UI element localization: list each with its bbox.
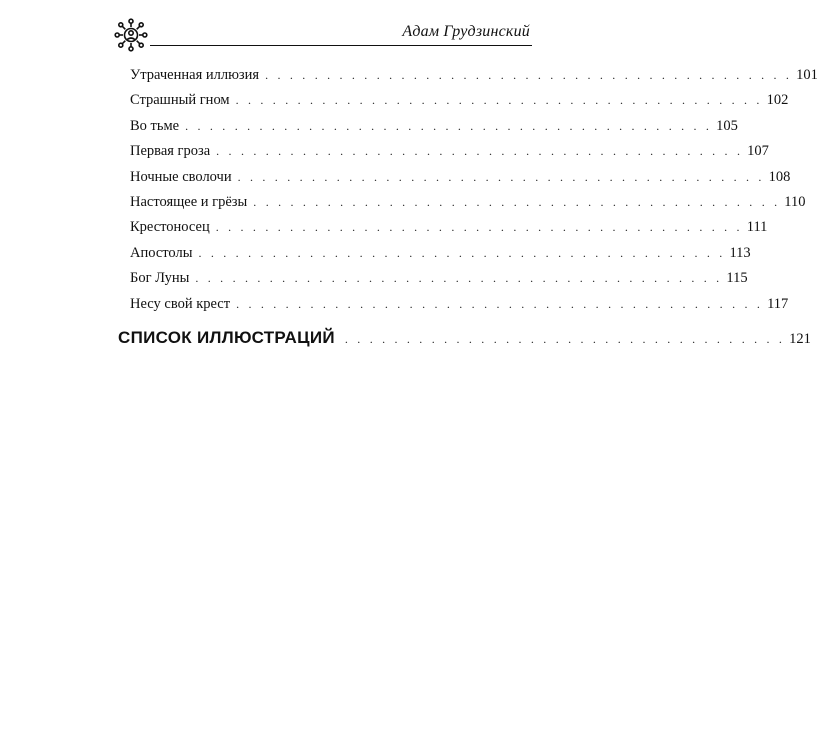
section-page: 121 bbox=[789, 331, 811, 347]
toc-entry-page: 105 bbox=[716, 117, 738, 134]
toc-leader-dots: . . . . . . . . . . . . . . . . . . . . . . . . . . . . . . . . . . . . . . . . . . . bbox=[198, 245, 726, 260]
toc-entry bbox=[130, 143, 769, 168]
toc-entry-page: 113 bbox=[729, 244, 751, 261]
toc-entry-page: 117 bbox=[767, 295, 789, 312]
running-header bbox=[114, 14, 532, 54]
toc-entry-title: Страшный гном bbox=[130, 92, 230, 109]
toc-entry-title: Утраченная иллюзия bbox=[130, 67, 260, 83]
toc-leader-dots: . . . . . . . . . . . . . . . . . . . . . . . . . . . . . . . . . . . . . . . . . . . bbox=[265, 68, 793, 82]
toc-leader-dots: . . . . . . . . . . . . . . . . . . . . . . . . . . . . . . . . . . . . . . . . . . . bbox=[216, 144, 744, 159]
toc-entry bbox=[130, 295, 789, 321]
header-author: Адам Грудзинский bbox=[402, 23, 530, 40]
toc-entry-page: 115 bbox=[726, 270, 748, 287]
toc-entry-title: Несу свой крест bbox=[130, 295, 231, 312]
table-of-contents bbox=[130, 67, 818, 321]
toc-entry-page: 111 bbox=[746, 219, 768, 236]
toc-leader-dots: . . . . . . . . . . . . . . . . . . . . . . . . . . . . . . . . . . . . . . . . . . . bbox=[185, 118, 713, 133]
toc-entry bbox=[130, 168, 791, 194]
toc-leader-dots: . . . . . . . . . . . . . . . . . . . . . . . . . . . . . . . . . . . . . . . . . . . bbox=[235, 93, 763, 108]
sun-cross-ornament-icon bbox=[114, 18, 148, 52]
toc-leader-dots: . . . . . . . . . . . . . . . . . . . . . . . . . . . . . . . . . . . . . . . . . . . bbox=[237, 169, 765, 184]
toc-entry-page: 107 bbox=[747, 143, 769, 160]
toc-entry-title: Апостолы bbox=[130, 244, 193, 261]
toc-entry bbox=[130, 244, 751, 270]
toc-leader-dots: . . . . . . . . . . . . . . . . . . . . . . . . . . . . . . . . . . . . bbox=[344, 332, 786, 346]
toc-entry bbox=[130, 219, 768, 244]
toc-section-illustrations bbox=[118, 328, 811, 348]
toc-entry-title: Во тьме bbox=[130, 117, 180, 134]
toc-entry bbox=[130, 92, 789, 117]
toc-leader-dots: . . . . . . . . . . . . . . . . . . . . . . . . . . . . . . . . . . . . . . . . . . . bbox=[236, 296, 764, 311]
header-rule bbox=[150, 45, 532, 46]
section-title: СПИСОК ИЛЛЮСТРАЦИЙ bbox=[118, 328, 335, 347]
toc-entry-title: Бог Луны bbox=[130, 270, 190, 287]
toc-entry-title: Первая гроза bbox=[130, 143, 211, 160]
toc-entry-title: Настоящее и грёзы bbox=[130, 193, 248, 210]
toc-entry bbox=[130, 193, 806, 219]
toc-entry-title: Ночные сволочи bbox=[130, 168, 232, 185]
toc-leader-dots: . . . . . . . . . . . . . . . . . . . . . . . . . . . . . . . . . . . . . . . . . . . bbox=[253, 194, 781, 209]
toc-entry-page: 101 bbox=[796, 67, 818, 83]
toc-entry-page: 110 bbox=[784, 193, 806, 210]
toc-entry bbox=[130, 117, 738, 143]
toc-entry bbox=[130, 67, 818, 92]
toc-leader-dots: . . . . . . . . . . . . . . . . . . . . . . . . . . . . . . . . . . . . . . . . . . . bbox=[195, 271, 723, 286]
toc-entry-page: 108 bbox=[768, 168, 791, 185]
toc-leader-dots: . . . . . . . . . . . . . . . . . . . . . . . . . . . . . . . . . . . . . . . . . . . bbox=[215, 220, 743, 235]
toc-entry-title: Крестоносец bbox=[130, 219, 210, 236]
toc-entry bbox=[130, 270, 748, 295]
toc-entry-page: 102 bbox=[766, 92, 789, 109]
